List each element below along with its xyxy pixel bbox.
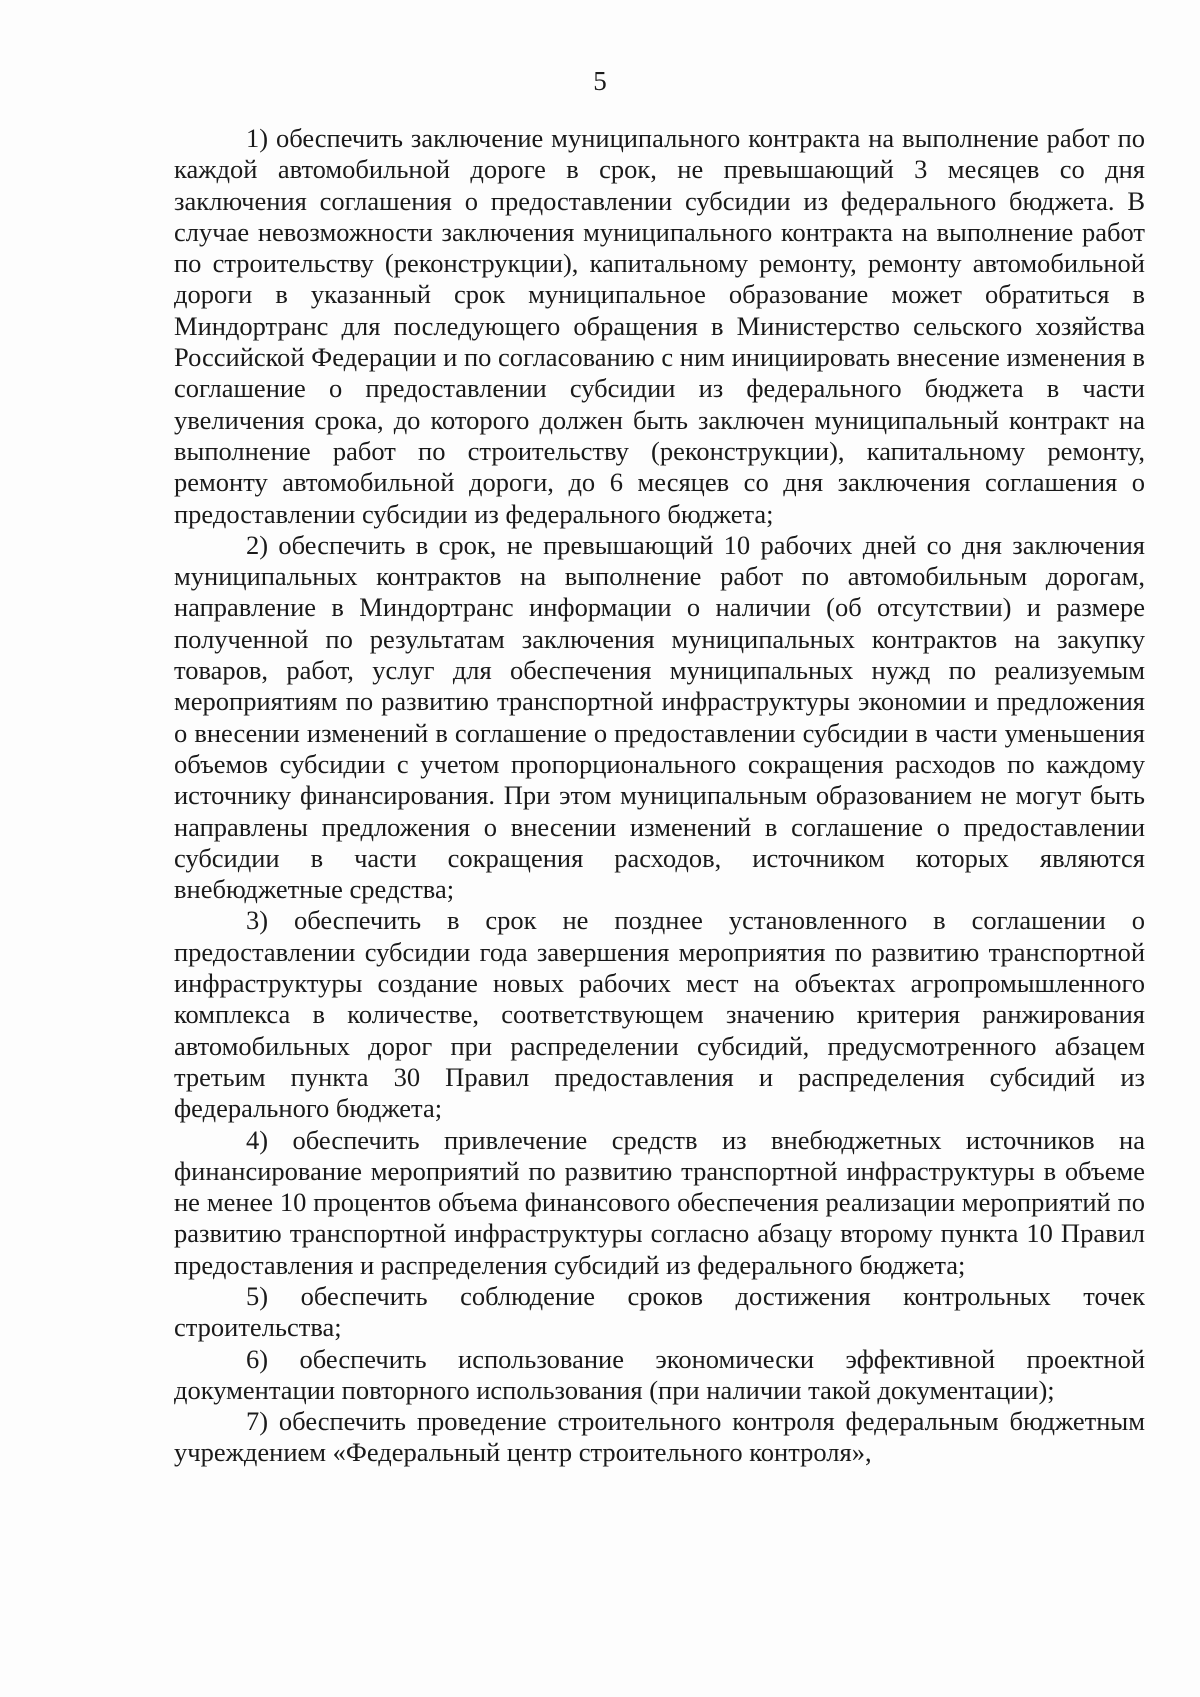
- paragraph-item-6: 6) обеспечить использование экономически эффективной проектной документации повторного использования (при наличии такой документации);: [174, 1343, 1145, 1405]
- page-number: 5: [593, 66, 607, 96]
- document-body: [174, 123, 1145, 1469]
- paragraph-item-7: 7) обеспечить проведение строительного контроля федеральным бюджетным учреждением «Федеральный центр строительного контроля»,: [174, 1406, 1145, 1468]
- paragraph-item-2: 2) обеспечить в срок, не превышающий 10 рабочих дней со дня заключения муниципальных контрактов на выполнение работ по автомобильным дорогам, направление в Миндортранс информации о наличии (об отсутствии) и размере полученной по результатам заключения муниципальных контрактов на закупку товаров, работ, услуг для обеспечения муниципальных нужд по реализуемым мероприятиям по развитию транспортной инфраструктуры экономии и предложения о внесении изменений в соглашение о предоставлении субсидии в части уменьшения объемов субсидии с учетом пропорционального сокращения расходов по каждому источнику финансирования. При этом муниципальным образованием не могут быть направлены предложения о внесении изменений в соглашение о предоставлении субсидии в части сокращения расходов, источником которых являются внебюджетные средства;: [174, 529, 1145, 905]
- paragraph-item-3: 3) обеспечить в срок не позднее установленного в соглашении о предоставлении субсидии года завершения мероприятия по развитию транспортной инфраструктуры создание новых рабочих мест на объектах агропромышленного комплекса в количестве, соответствующем значению критерия ранжирования автомобильных дорог при распределении субсидий, предусмотренного абзацем третьим пункта 30 Правил предоставления и распределения субсидий из федерального бюджета;: [174, 905, 1145, 1124]
- paragraph-item-5: 5) обеспечить соблюдение сроков достижения контрольных точек строительства;: [174, 1280, 1145, 1343]
- paragraph-item-1: 1) обеспечить заключение муниципального контракта на выполнение работ по каждой автомобильной дороге в срок, не превышающий 3 месяцев со дня заключения соглашения о предоставлении субсидии из федерального бюджета. В случае невозможности заключения муниципального контракта на выполнение работ по строительству (реконструкции), капитальному ремонту, ремонту автомобильной дороги в указанный срок муниципальное образование может обратиться в Миндортранс для последующего обращения в Министерство сельского хозяйства Российской Федерации и по согласованию с ним инициировать внесение изменения в соглашение о предоставлении субсидии из федерального бюджета в части увеличения срока, до которого должен быть заключен муниципальный контракт на выполнение работ по строительству (реконструкции), капитальному ремонту, ремонту автомобильной дороги, до 6 месяцев со дня заключения соглашения о предоставлении субсидии из федерального бюджета;: [174, 123, 1145, 529]
- paragraph-item-4: 4) обеспечить привлечение средств из внебюджетных источников на финансирование мероприятий по развитию транспортной инфраструктуры в объеме не менее 10 процентов объема финансового обеспечения реализации мероприятий по развитию транспортной инфраструктуры согласно абзацу второму пункта 10 Правил предоставления и распределения субсидий из федерального бюджета;: [174, 1124, 1145, 1280]
